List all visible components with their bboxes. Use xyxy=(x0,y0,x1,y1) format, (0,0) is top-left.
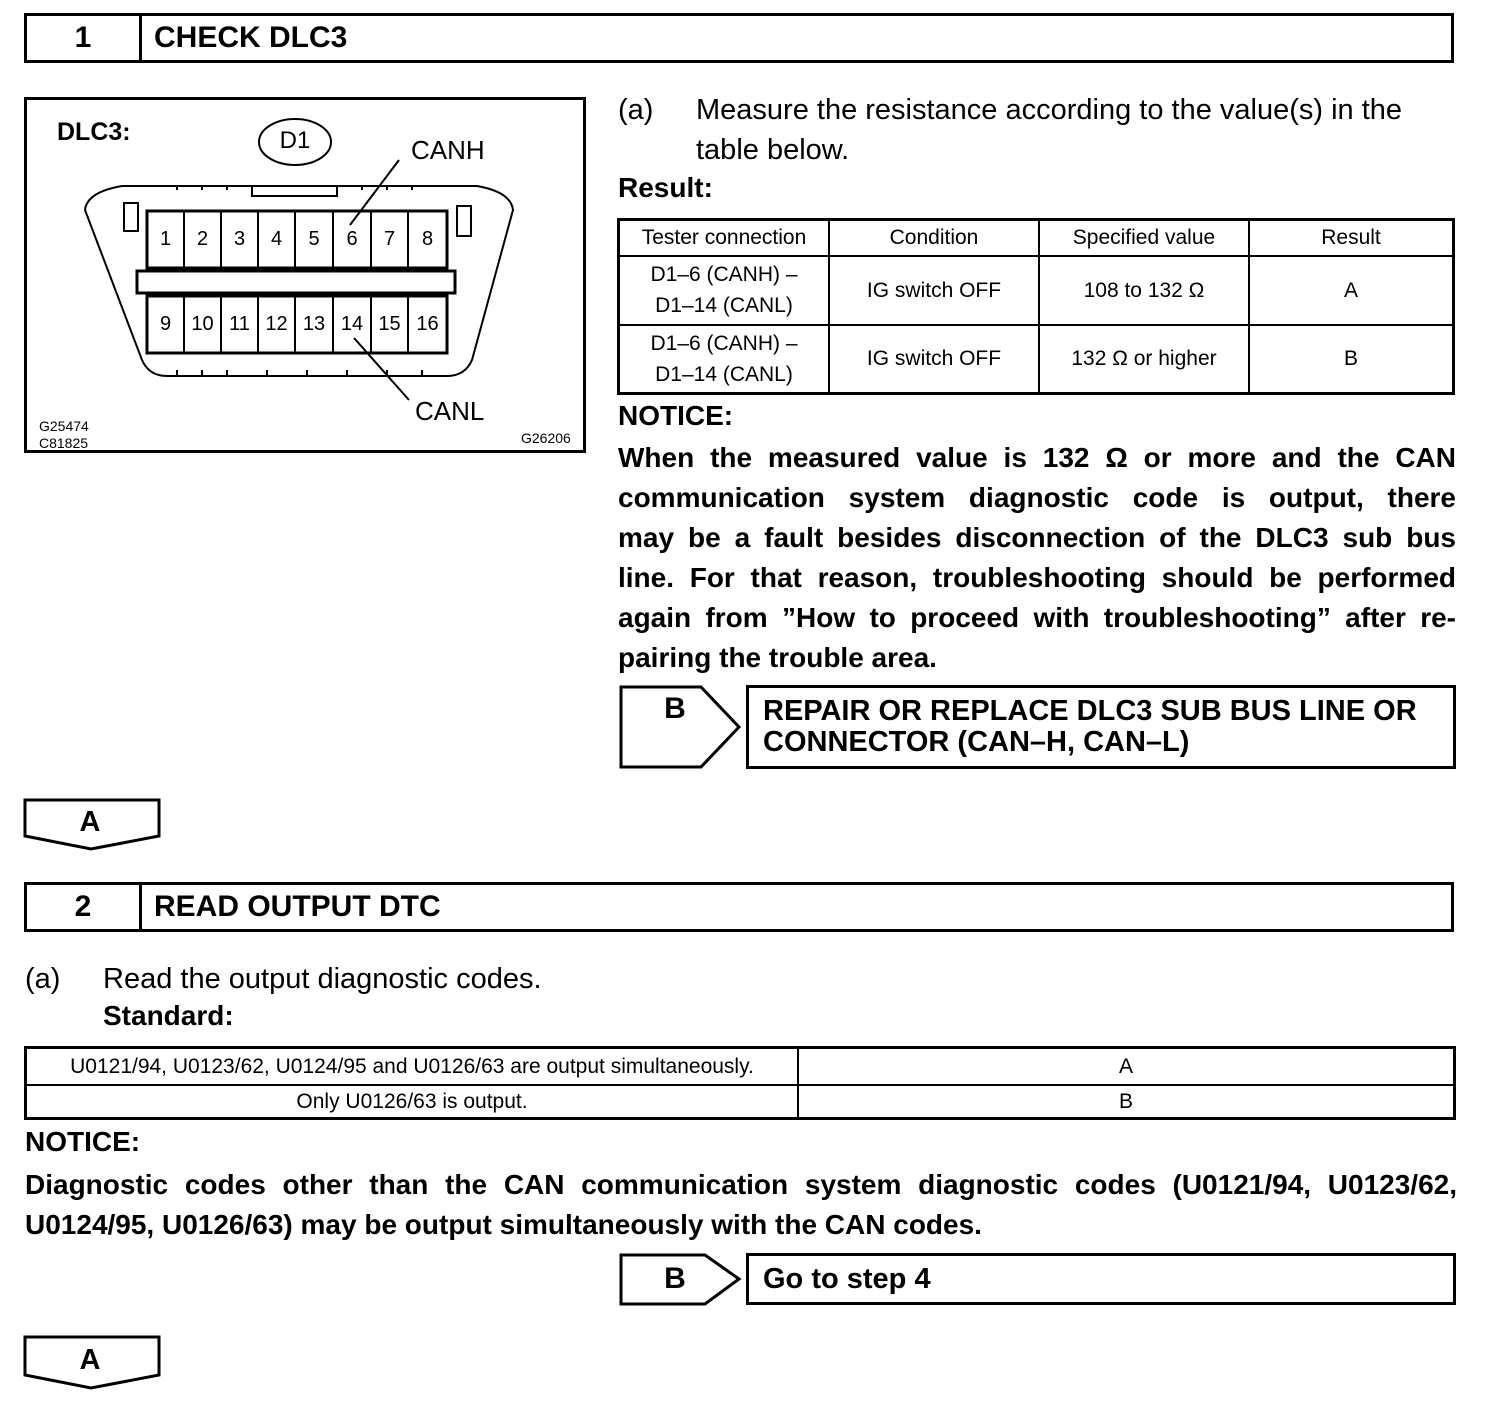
pin-label: 1 xyxy=(159,228,172,250)
dtc-standard-table xyxy=(24,1046,1456,1120)
pin-label: 12 xyxy=(265,313,288,335)
pin-label: 2 xyxy=(196,228,209,250)
table-row xyxy=(26,1085,1455,1119)
table-header: Condition xyxy=(829,220,1039,256)
notice-text xyxy=(618,438,1456,678)
notice-text xyxy=(25,1165,1457,1245)
resistance-table xyxy=(617,218,1455,395)
table-cell: 108 to 132 Ω xyxy=(1039,256,1249,325)
table-cell: D1–6 (CANH) – D1–14 (CANL) xyxy=(619,256,830,325)
top-pin-row xyxy=(147,228,447,251)
notice-label: NOTICE: xyxy=(25,1126,141,1157)
notice-label: NOTICE: xyxy=(618,400,734,431)
table-header: Result xyxy=(1249,220,1454,256)
canl-label: CANL xyxy=(415,396,485,426)
table-cell: B xyxy=(798,1085,1455,1119)
a-branch-label: A xyxy=(79,1344,101,1376)
figure-label: DLC3: xyxy=(57,118,131,146)
notice-line: may be a fault besides disconnection of the DLC3 sub bus xyxy=(618,522,1456,553)
table-row xyxy=(619,325,1454,394)
pin-label: 11 xyxy=(229,313,250,335)
action-line: REPAIR OR REPLACE DLC3 SUB BUS LINE OR xyxy=(763,695,1417,727)
step-1-header xyxy=(24,13,1454,63)
table-cell: B xyxy=(1249,325,1454,394)
b-branch-action: Go to step 4 xyxy=(746,1253,1456,1305)
table-header: Tester connection xyxy=(619,220,830,256)
pin-label: 8 xyxy=(421,228,434,250)
table-cell: A xyxy=(1249,256,1454,325)
notice-line: U0124/95, U0126/63) may be output simultaneously with the CAN codes. xyxy=(25,1209,982,1240)
table-header: Specified value xyxy=(1039,220,1249,256)
step-title: CHECK DLC3 xyxy=(154,21,348,54)
table-cell: D1–6 (CANH) – D1–14 (CANL) xyxy=(619,325,830,394)
pin-label: 14 xyxy=(340,313,364,335)
figure-code: G25474 xyxy=(39,418,89,434)
notice-line: When the measured value is 132 Ω or more and the CAN xyxy=(618,442,1456,473)
result-label: Result: xyxy=(618,172,713,203)
b-branch-label: B xyxy=(664,1262,686,1295)
pin-label: 15 xyxy=(378,313,401,335)
connector-id: D1 xyxy=(279,127,311,154)
instruction-marker: (a) xyxy=(618,94,654,126)
b-branch-action xyxy=(746,685,1456,769)
notice-line: again from ”How to proceed with troubleshooting” after re- xyxy=(618,602,1456,633)
instruction-marker: (a) xyxy=(25,963,61,995)
instruction-line: table below. xyxy=(696,134,850,166)
table-header-row xyxy=(619,220,1454,256)
canh-label: CANH xyxy=(411,135,485,165)
table-cell: IG switch OFF xyxy=(829,256,1039,325)
instruction-text xyxy=(696,90,1456,170)
table-cell: U0121/94, U0123/62, U0124/95 and U0126/63 are output simultaneously. xyxy=(26,1048,799,1085)
figure-code: G26206 xyxy=(521,430,571,446)
notice-line: Diagnostic codes other than the CAN communication system diagnostic codes (U0121/94, U0123/62, xyxy=(25,1169,1457,1200)
b-branch-label: B xyxy=(664,692,686,725)
pin-label: 16 xyxy=(416,313,439,335)
instruction-text: Read the output diagnostic codes. xyxy=(103,963,542,995)
figure-code: C81825 xyxy=(39,435,89,451)
dlc3-figure xyxy=(24,97,586,453)
pin-label: 6 xyxy=(346,228,358,250)
table-cell: 132 Ω or higher xyxy=(1039,325,1249,394)
notice-line: line. For that reason, troubleshooting should be performed xyxy=(618,562,1456,593)
step-title: READ OUTPUT DTC xyxy=(154,890,441,923)
table-row xyxy=(619,256,1454,325)
step-2-header xyxy=(24,882,1454,932)
table-cell: Only U0126/63 is output. xyxy=(26,1085,799,1119)
pin-label: 7 xyxy=(383,228,396,250)
pin-label: 5 xyxy=(308,228,320,250)
notice-line: communication system diagnostic code is output, there xyxy=(618,482,1456,513)
pin-label: 9 xyxy=(159,313,172,335)
table-cell: A xyxy=(798,1048,1455,1085)
standard-label: Standard: xyxy=(103,1000,234,1031)
action-line: CONNECTOR (CAN–H, CAN–L) xyxy=(763,726,1190,758)
pin-label: 4 xyxy=(270,228,283,250)
a-branch-label: A xyxy=(79,806,101,838)
table-cell: IG switch OFF xyxy=(829,325,1039,394)
pin-label: 10 xyxy=(191,313,214,335)
bottom-pin-row xyxy=(147,313,447,336)
instruction-line: Measure the resistance according to the value(s) in the xyxy=(696,94,1403,126)
step-number: 2 xyxy=(27,885,142,929)
step-number: 1 xyxy=(27,16,142,60)
table-row xyxy=(26,1048,1455,1085)
notice-line: pairing the trouble area. xyxy=(618,642,937,673)
pin-label: 13 xyxy=(302,313,326,335)
pin-label: 3 xyxy=(233,228,246,250)
